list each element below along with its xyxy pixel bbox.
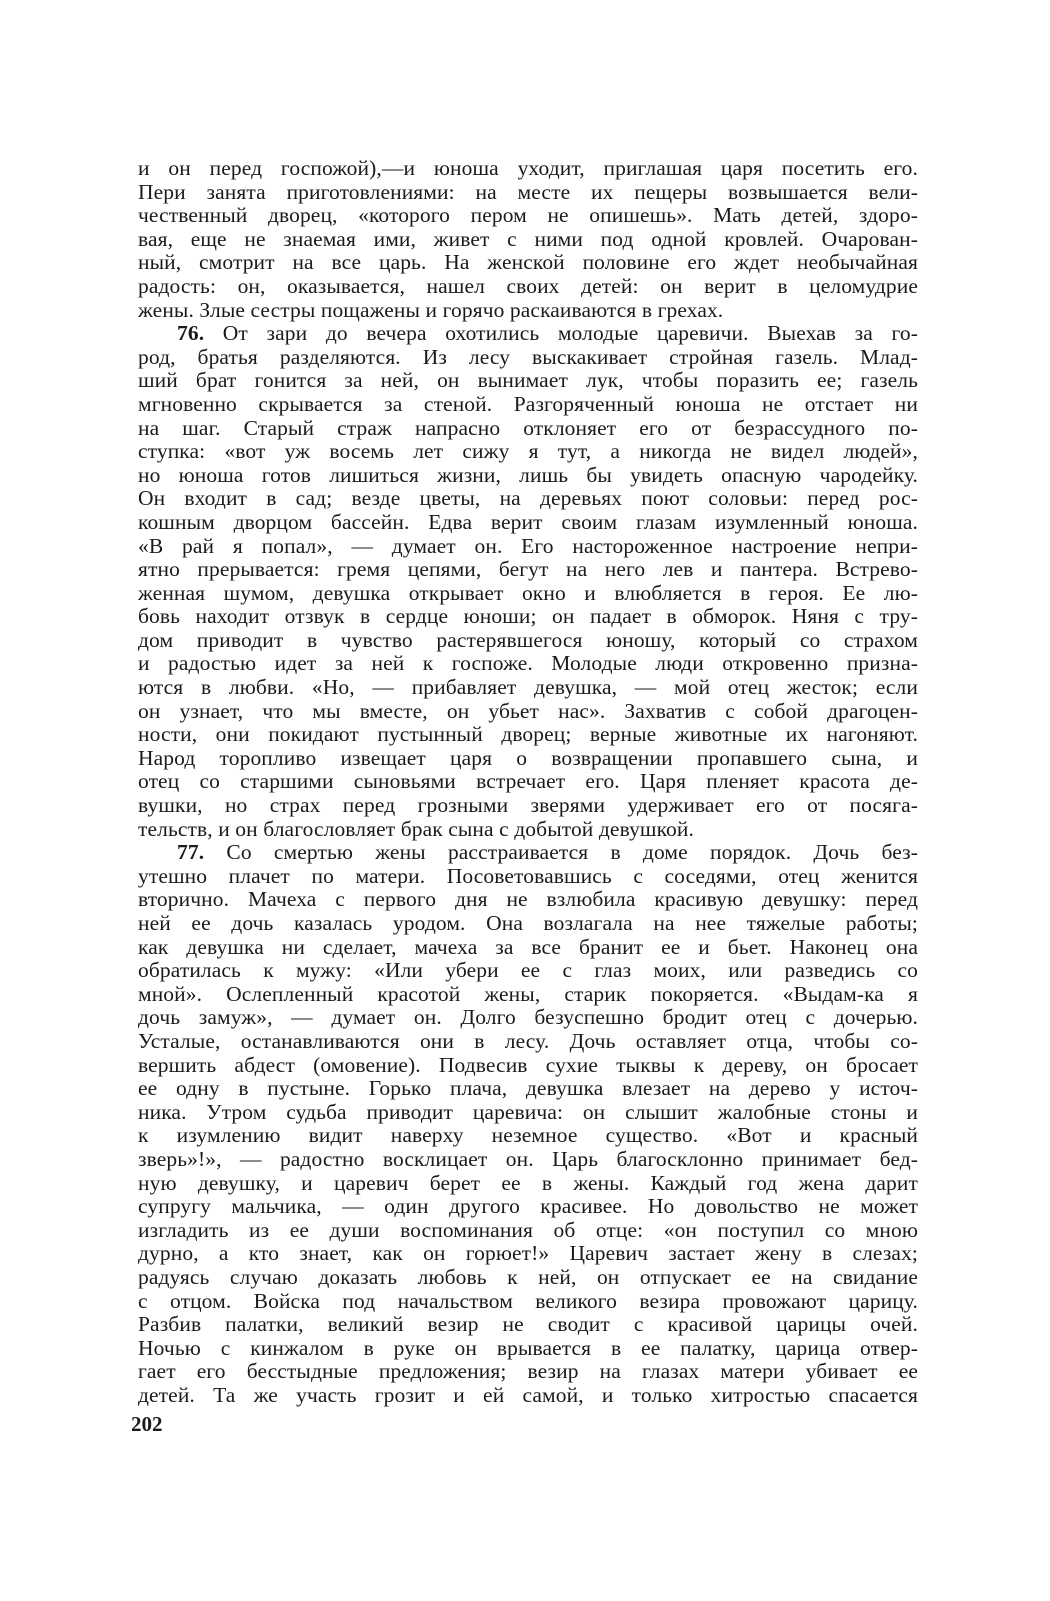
text-line <box>138 1006 918 1030</box>
line-text: зверь»!», — радостно восклицает он. Царь благосклонно принимает бед- <box>138 1146 918 1171</box>
text-line <box>138 1077 918 1101</box>
line-text: ятно прерывается: гремя цепями, бегут на него лев и пантера. Встрево- <box>138 557 918 582</box>
line-text: женная шумом, девушка открывает окно и влюбляется в героя. Ее лю- <box>138 580 918 605</box>
line-text: «В рай я попал», — думает он. Его настороженное настроение непри- <box>138 533 918 558</box>
line-text: кошным дворцом бассейн. Едва верит своим глазам изумленный юноша. <box>138 509 918 534</box>
line-text: дурно, а кто знает, как он горюет!» Царевич застает жену в слезах; <box>138 1241 918 1266</box>
text-line <box>138 912 918 936</box>
text-line <box>138 346 918 370</box>
text-line <box>138 888 918 912</box>
text-line <box>138 535 918 559</box>
line-text: ную девушку, и царевич берет ее в жены. Каждый год жена дарит <box>138 1170 918 1195</box>
text-line <box>138 369 918 393</box>
text-line <box>138 1054 918 1078</box>
line-text: как девушка ни сделает, мачеха за все бранит ее и бьет. Наконец она <box>138 934 918 959</box>
text-line <box>138 770 918 794</box>
text-line <box>138 652 918 676</box>
line-text: вушки, но страх перед грозными зверями удерживает его от посяга- <box>138 793 918 818</box>
page-number: 202 <box>131 1412 163 1436</box>
section-number: 76. <box>177 321 205 346</box>
text-line <box>138 723 918 747</box>
text-line <box>138 1313 918 1337</box>
text-line <box>138 676 918 700</box>
line-text: дом приводит в чувство растерявшегося юношу, который со страхом <box>138 627 918 652</box>
text-line <box>138 1242 918 1266</box>
text-line <box>138 1266 918 1290</box>
text-line <box>138 582 918 606</box>
text-line <box>138 747 918 771</box>
line-text: ности, они покидают пустынный дворец; верные животные их нагоняют. <box>138 722 918 747</box>
text-line <box>138 1195 918 1219</box>
line-text: тельств, и он благословляет брак сына с добытой девушкой. <box>138 816 694 841</box>
text-line <box>138 818 918 842</box>
line-text: детей. Та же участь грозит и ей самой, и только хитростью спасается <box>138 1382 918 1407</box>
line-text: но юноша готов лишиться жизни, лишь бы увидеть опасную чародейку. <box>138 462 918 487</box>
text-line <box>138 794 918 818</box>
line-text: род, братья разделяются. Из лесу выскакивает стройная газель. Млад- <box>138 344 918 369</box>
line-text: мгновенно скрывается за стеной. Разгоряченный юноша не отстает ни <box>138 391 918 416</box>
line-text: чественный дворец, «которого пером не опишешь». Мать детей, здоро- <box>138 203 918 228</box>
text-line <box>138 393 918 417</box>
line-text: ются в любви. «Но, — прибавляет девушка, — мой отец жесток; если <box>138 675 918 700</box>
line-text: вершить абдест (омовение). Подвесив сухие тыквы к дереву, он бросает <box>138 1052 918 1077</box>
line-text: Со смертью жены расстраивается в доме порядок. Дочь без- <box>204 840 918 865</box>
text-line <box>138 1219 918 1243</box>
section-number: 77. <box>177 840 205 865</box>
line-text: ника. Утром судьба приводит царевича: он слышит жалобные стоны и <box>138 1099 918 1124</box>
line-text: супругу мальчика, — один другого красивее. Но довольство не может <box>138 1194 918 1219</box>
line-text: ный, смотрит на все царь. На женской половине его ждет необычайная <box>138 250 918 275</box>
text-line <box>138 865 918 889</box>
text-line <box>138 251 918 275</box>
text-line <box>138 1030 918 1054</box>
line-text: Он входит в сад; везде цветы, на деревьях поют соловьи: перед рос- <box>138 486 918 511</box>
line-text: От зари до вечера охотились молодые царевичи. Выехав за го- <box>204 321 918 346</box>
line-text: с отцом. Войска под начальством великого везира провожают царицу. <box>138 1288 918 1313</box>
line-text: гает его бесстыдные предложения; везир на глазах матери убивает ее <box>138 1359 918 1384</box>
line-text: жены. Злые сестры пощажены и горячо раскаиваются в грехах. <box>138 297 724 322</box>
line-text: вторично. Мачеха с первого дня не взлюбила красивую девушку: перед <box>138 887 918 912</box>
text-line <box>138 275 918 299</box>
line-text: изгладить из ее души воспоминания об отце: «он поступил со мною <box>138 1217 918 1242</box>
text-line <box>138 417 918 441</box>
text-line <box>138 1337 918 1361</box>
text-line <box>138 558 918 582</box>
text-line <box>138 1101 918 1125</box>
line-text: обратилась к мужу: «Или убери ее с глаз моих, или разведись со <box>138 958 918 983</box>
line-text: ней ее дочь казалась уродом. Она возлагала на нее тяжелые работы; <box>138 911 918 935</box>
line-text: радуясь случаю доказать любовь к ней, он отпускает ее на свидание <box>138 1264 918 1289</box>
text-line <box>138 1172 918 1196</box>
line-text: на шаг. Старый страж напрасно отклоняет его от безрассудного по- <box>138 415 918 440</box>
text-line <box>138 700 918 724</box>
text-line <box>138 487 918 511</box>
line-text: Усталые, останавливаются они в лесу. Дочь оставляет отца, чтобы со- <box>138 1028 918 1053</box>
line-text: бовь находит отзвук в сердце юноши; он падает в обморок. Няня с тру- <box>138 604 918 629</box>
text-line <box>138 299 918 323</box>
line-text: Народ торопливо извещает царя о возвращении пропавшего сына, и <box>138 745 918 770</box>
line-text: дочь замуж», — думает он. Долго безуспешно бродит отец с дочерью. <box>138 1005 918 1030</box>
text-line <box>138 1360 918 1384</box>
text-line <box>138 511 918 535</box>
line-text: мной». Ослепленный красотой жены, старик покоряется. «Выдам-ка я <box>138 981 918 1006</box>
line-text: вая, еще не знаемая ими, живет с ними под одной кровлей. Очарован- <box>138 226 918 251</box>
text-line <box>138 605 918 629</box>
text-line <box>138 157 918 181</box>
line-text: Разбив палатки, великий везир не сводит с красивой царицы очей. <box>138 1312 918 1337</box>
text-line <box>138 629 918 653</box>
text-line <box>138 181 918 205</box>
text-line <box>138 936 918 960</box>
line-text: ее одну в пустыне. Горько плача, девушка влезает на дерево у источ- <box>138 1076 918 1101</box>
text-line <box>138 1148 918 1172</box>
text-line <box>138 841 918 865</box>
text-line <box>138 228 918 252</box>
text-line <box>138 440 918 464</box>
text-line <box>138 1124 918 1148</box>
line-text: и радостью идет за ней к госпоже. Молодые люди откровенно призна- <box>138 651 918 676</box>
text-line <box>138 1384 918 1408</box>
text-line <box>138 1290 918 1314</box>
text-line <box>138 322 918 346</box>
line-text: к изумлению видит наверху неземное существо. «Вот и красный <box>138 1123 918 1148</box>
text-line <box>138 959 918 983</box>
line-text: Пери занята приготовлениями: на месте их пещеры возвышается вели- <box>138 179 918 204</box>
body-text <box>138 157 918 1407</box>
line-text: утешно плачет по матери. Посоветовавшись с соседями, отец женится <box>138 863 918 888</box>
line-text: ступка: «вот уж восемь лет сижу я тут, а никогда не видел людей», <box>138 439 918 464</box>
line-text: Ночью с кинжалом в руке он врывается в ее палатку, царица отвер- <box>138 1335 918 1360</box>
text-line <box>138 983 918 1007</box>
line-text: отец со старшими сыновьями встречает его. Царя пленяет красота де- <box>138 769 918 794</box>
line-text: он узнает, что мы вместе, он убьет нас». Захватив с собой драгоцен- <box>138 698 918 723</box>
text-line <box>138 464 918 488</box>
text-line <box>138 204 918 228</box>
line-text: ший брат гонится за ней, он вынимает лук, чтобы поразить ее; газель <box>138 368 918 393</box>
line-text: радость: он, оказывается, нашел своих детей: он верит в целомудрие <box>138 273 918 298</box>
line-text: и он перед госпожой),—и юноша уходит, приглашая царя посетить его. <box>138 156 918 180</box>
